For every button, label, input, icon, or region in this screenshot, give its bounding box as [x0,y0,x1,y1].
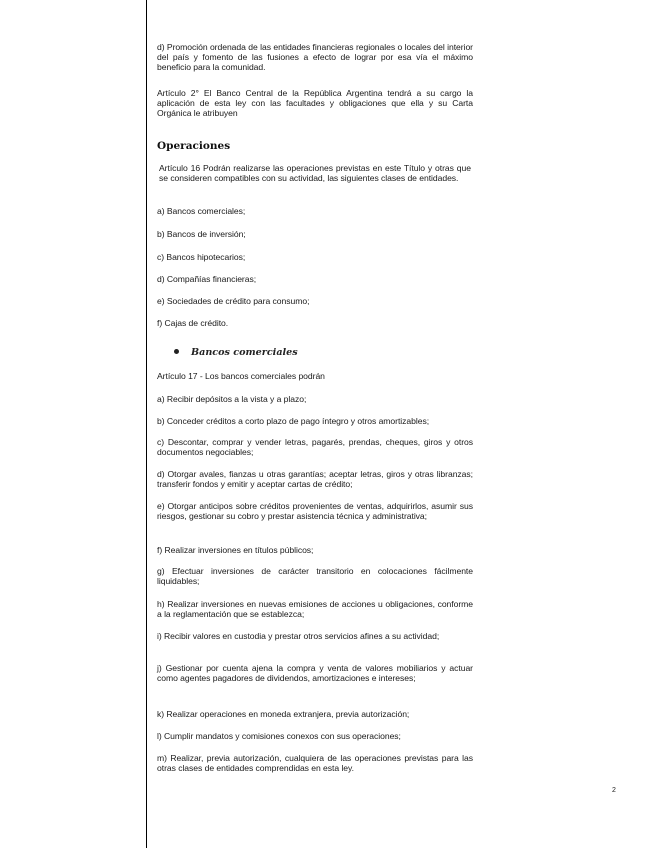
operation-item: g) Efectuar inversiones de carácter transitorio en colocaciones fácilmente liquidables; [157,566,473,586]
operation-item: b) Conceder créditos a corto plazo de pago íntegro y otros amortizables; [157,416,430,426]
operation-item: c) Descontar, comprar y vender letras, pagarés, prendas, cheques, giros y otros documentos negociables; [157,437,473,457]
entity-item: d) Compañías financieras; [157,274,257,284]
bullet-icon [174,349,179,354]
page-number: 2 [612,787,616,794]
paragraph-d: d) Promoción ordenada de las entidades financieras regionales o locales del interior del país y fomento de las fusiones a efecto de lograr por esa vía el máximo beneficio para la comunidad. [157,42,473,72]
operation-item: j) Gestionar por cuenta ajena la compra y venta de valores mobiliarios y actuar como agentes pagadores de dividendos, amortizaciones e intereses; [157,663,473,683]
operation-item: e) Otorgar anticipos sobre créditos provenientes de ventas, adquirirlos, asumir sus riesgos, gestionar su cobro y prestar asistencia técnica y administrativa; [157,501,473,521]
document-page [157,0,477,848]
article-16: Artículo 16 Podrán realizarse las operaciones previstas en este Título y otras que se consideren compatibles con su actividad, las siguientes clases de entidades. [159,163,471,183]
operation-item: m) Realizar, previa autorización, cualquiera de las operaciones previstas para las otras clases de entidades comprendidas en esta ley. [157,753,473,773]
operation-item: d) Otorgar avales, fianzas u otras garantías; aceptar letras, giros y otras libranzas; transferir fondos y emitir y aceptar cartas de crédito; [157,469,473,489]
left-margin-line [146,0,147,848]
article-2: Artículo 2° El Banco Central de la República Argentina tendrá a su cargo la aplicación de esta ley con las facultades y obligaciones que ella y su Carta Orgánica le atribuyen [157,88,473,118]
operation-item: i) Recibir valores en custodia y prestar otros servicios afines a su actividad; [157,631,440,641]
entity-item: a) Bancos comerciales; [157,206,246,216]
entity-item: f) Cajas de crédito. [157,318,229,328]
section-heading: Operaciones [157,140,231,152]
entity-item: b) Bancos de inversión; [157,229,246,239]
operation-item: l) Cumplir mandatos y comisiones conexos con sus operaciones; [157,731,401,741]
article-17: Artículo 17 - Los bancos comerciales podrán [157,371,325,381]
operation-item: a) Recibir depósitos a la vista y a plazo; [157,394,307,404]
operation-item: k) Realizar operaciones en moneda extranjera, previa autorización; [157,709,410,719]
entity-item: c) Bancos hipotecarios; [157,252,246,262]
operation-item: h) Realizar inversiones en nuevas emisiones de acciones u obligaciones, conforme a la reglamentación que se establezca; [157,599,473,619]
subheading: Bancos comerciales [191,347,298,358]
entity-item: e) Sociedades de crédito para consumo; [157,296,310,306]
subheading-row [174,347,298,358]
operation-item: f) Realizar inversiones en títulos públicos; [157,545,314,555]
